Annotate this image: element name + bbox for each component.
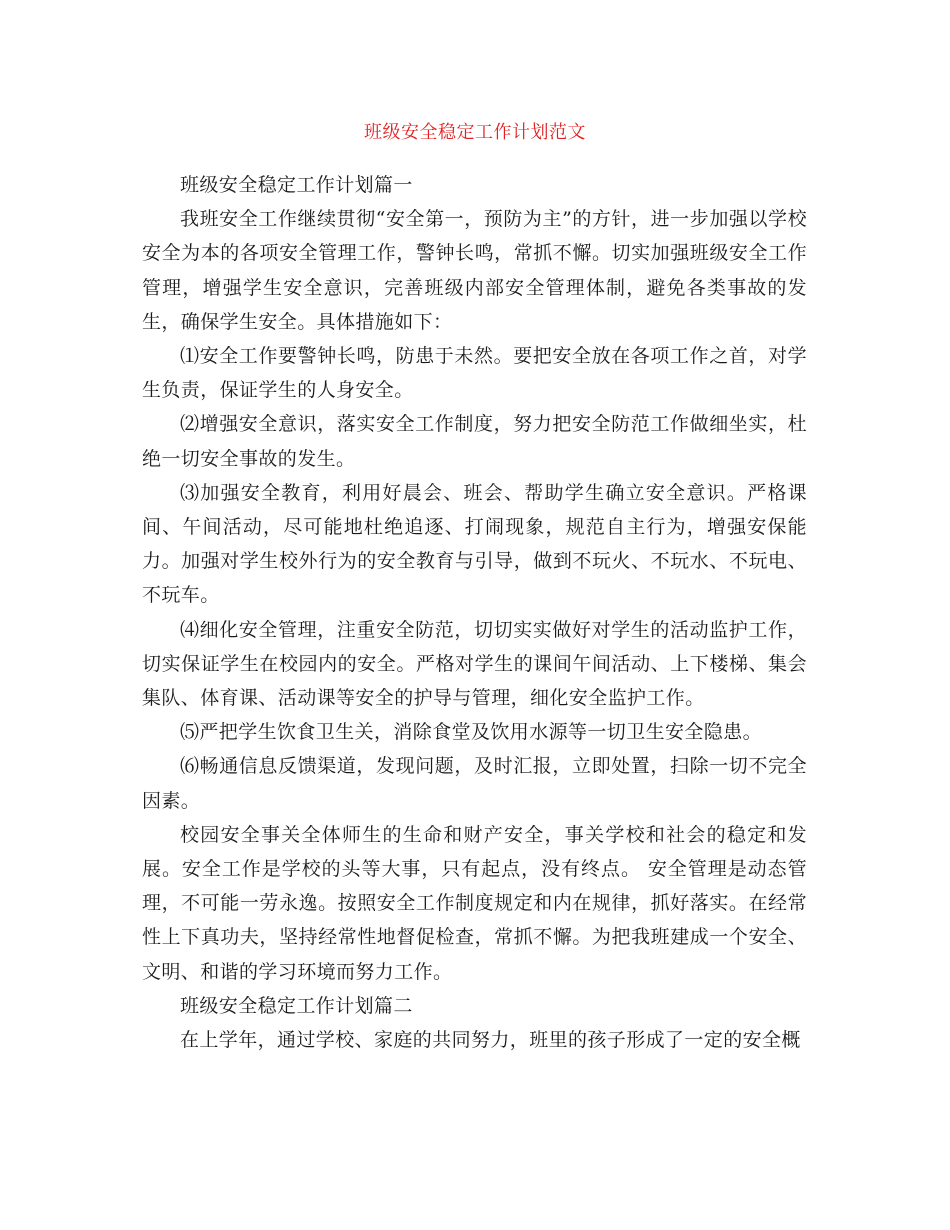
document-body xyxy=(142,168,807,1057)
list-item-4: ⑷细化安全管理，注重安全防范，切切实实做好对学生的活动监护工作，切实保证学生在校园内的安全。严格对学生的课间午间活动、上下楼梯、集会集队、体育课、活动课等安全的护导与管理，细化安全监护工作。 xyxy=(142,618,807,710)
paragraph-summary: 校园安全事关全体师生的生命和财产安全，事关学校和社会的稳定和发展。安全工作是学校的头等大事，只有起点，没有终点。 安全管理是动态管理，不可能一劳永逸。按照安全工作制度规定和内在规律，抓好落实。在经常性上下真功夫，坚持经常性地督促检查，常抓不懈。为把我班建成一个安全、文明、和谐的学习环境而努力工作。 xyxy=(142,823,807,983)
section-heading-2: 班级安全稳定工作计划篇二 xyxy=(180,994,413,1017)
list-item-1: ⑴安全工作要警钟长鸣，防患于未然。要把安全放在各项工作之首，对学生负责，保证学生的人身安全。 xyxy=(142,345,807,402)
paragraph-section-2: 在上学年，通过学校、家庭的共同努力，班里的孩子形成了一定的安全概 xyxy=(180,1029,801,1052)
paragraph-intro: 我班安全工作继续贯彻“安全第一，预防为主”的方针，进一步加强以学校安全为本的各项安全管理工作，警钟长鸣，常抓不懈。切实加强班级安全工作管理，增强学生安全意识，完善班级内部安全管理体制，避免各类事故的发生，确保学生安全。具体措施如下： xyxy=(142,208,807,333)
list-item-3: ⑶加强安全教育，利用好晨会、班会、帮助学生确立安全意识。严格课间、午间活动，尽可能地杜绝追逐、打闹现象，规范自主行为，增强安保能力。加强对学生校外行为的安全教育与引导，做到不玩火、不玩水、不玩电、不玩车。 xyxy=(142,481,807,607)
document-title: 班级安全稳定工作计划范文 xyxy=(364,122,586,143)
list-item-5: ⑸严把学生饮食卫生关，消除食堂及饮用水源等一切卫生安全隐患。 xyxy=(180,721,763,744)
list-item-6: ⑹畅通信息反馈渠道，发现问题，及时汇报，立即处置，扫除一切不完全因素。 xyxy=(142,755,807,812)
section-heading-1: 班级安全稳定工作计划篇一 xyxy=(180,174,413,196)
list-item-2: ⑵增强安全意识，落实安全工作制度，努力把安全防范工作做细坐实，杜绝一切安全事故的发生。 xyxy=(142,413,807,470)
